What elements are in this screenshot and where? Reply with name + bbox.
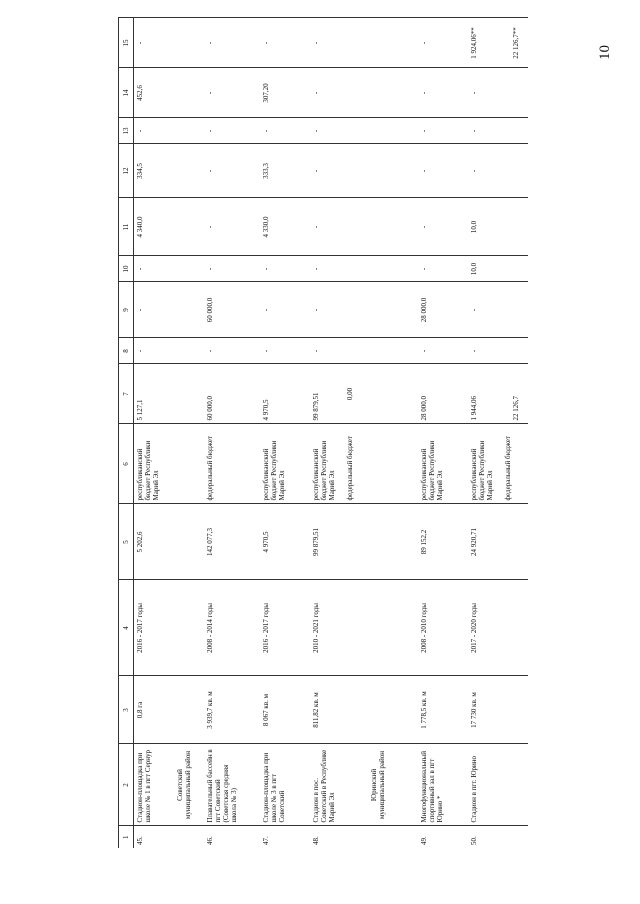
col-header: 8 bbox=[119, 338, 134, 364]
col7-value: 99 879,51 0,00 bbox=[310, 364, 418, 424]
table-row bbox=[134, 18, 204, 848]
col-header: 9 bbox=[119, 282, 134, 338]
capacity: 1 778,5 кв. м bbox=[418, 676, 468, 744]
funding-source: республиканский бюджет Республики Марий Эл bbox=[418, 424, 468, 504]
col7-value: 5 127,1 bbox=[134, 364, 204, 424]
col15-value: - bbox=[204, 18, 260, 68]
object-name: Стадион в пгт. Юрино bbox=[468, 744, 529, 826]
col8-value: - bbox=[468, 338, 529, 364]
col14-value: 452,6 bbox=[134, 68, 204, 118]
col10-value: - bbox=[204, 256, 260, 282]
col13-value: - bbox=[468, 118, 529, 144]
col8-value: - bbox=[134, 338, 204, 364]
funding-source: республиканский бюджет Республики Марий Эл bbox=[260, 424, 310, 504]
col-header: 7 bbox=[119, 364, 134, 424]
col14-value: - bbox=[204, 68, 260, 118]
col15-value: - bbox=[134, 18, 204, 68]
col7-value: 1 944,06 22 126,7 bbox=[468, 364, 529, 424]
col-header: 10 bbox=[119, 256, 134, 282]
col11-value: 4 330,0 bbox=[260, 198, 310, 256]
row-number: 48. bbox=[310, 826, 418, 848]
col7-value: 60 000,0 bbox=[204, 364, 260, 424]
header-row bbox=[119, 18, 134, 848]
table-row bbox=[310, 18, 418, 848]
col12-value: - bbox=[468, 144, 529, 198]
period: 2008 - 2014 годы bbox=[204, 580, 260, 676]
col-header: 4 bbox=[119, 580, 134, 676]
col7-value: 4 970,5 bbox=[260, 364, 310, 424]
total-cost: 24 920,71 bbox=[468, 504, 529, 580]
col11-value: - bbox=[418, 198, 468, 256]
object-name: Стадион-площадка при школе № 3 в пгт Советский bbox=[260, 744, 310, 826]
table-row bbox=[260, 18, 310, 848]
period: 2016 - 2017 годы bbox=[260, 580, 310, 676]
objects-table bbox=[118, 18, 528, 849]
funding-source: республиканский бюджет Республики Марий Эл bbox=[134, 424, 204, 504]
col13-value: - bbox=[260, 118, 310, 144]
col-header: 3 bbox=[119, 676, 134, 744]
page-number: 10 bbox=[597, 45, 613, 60]
funding-source: федеральный бюджет bbox=[204, 424, 260, 504]
total-cost: 142 077,3 bbox=[204, 504, 260, 580]
district-name: Юринский муниципальный район bbox=[369, 750, 386, 820]
total-cost: 99 879,51 bbox=[310, 504, 418, 580]
period: 2008 - 2010 годы bbox=[418, 580, 468, 676]
col15-value: - bbox=[260, 18, 310, 68]
col-header: 2 bbox=[119, 744, 134, 826]
col11-value: - bbox=[310, 198, 418, 256]
col-header: 6 bbox=[119, 424, 134, 504]
col13-value: - bbox=[418, 118, 468, 144]
row-number: 45. bbox=[134, 826, 204, 848]
col-header: 1 bbox=[119, 826, 134, 848]
col-header: 14 bbox=[119, 68, 134, 118]
col10-value: 10,0 bbox=[468, 256, 529, 282]
table-row bbox=[468, 18, 529, 848]
col-header: 12 bbox=[119, 144, 134, 198]
capacity: 811,82 кв. м bbox=[310, 676, 418, 744]
capacity: 8 067 кв. м bbox=[260, 676, 310, 744]
period: 2010 - 2021 годы bbox=[310, 580, 418, 676]
col-header: 11 bbox=[119, 198, 134, 256]
total-cost: 4 970,5 bbox=[260, 504, 310, 580]
col13-value: - bbox=[134, 118, 204, 144]
col-header: 13 bbox=[119, 118, 134, 144]
col12-value: 334,5 bbox=[134, 144, 204, 198]
col9-value: - bbox=[310, 282, 418, 338]
col12-value: - bbox=[204, 144, 260, 198]
col9-value: - bbox=[468, 282, 529, 338]
col14-value: - bbox=[310, 68, 418, 118]
row-number: 46. bbox=[204, 826, 260, 848]
capacity: 17 730 кв. м bbox=[468, 676, 529, 744]
col8-value: - bbox=[310, 338, 418, 364]
funding-source: республиканский бюджет Республики Марий Эл федеральный бюджет bbox=[310, 424, 418, 504]
table-row bbox=[204, 18, 260, 848]
col11-value: - bbox=[204, 198, 260, 256]
col12-value: - bbox=[310, 144, 418, 198]
object-name: Стадион в пос. Советский в Республике Марий Эл Юринский муниципальный район bbox=[310, 744, 418, 826]
col11-value: 4 340,0 bbox=[134, 198, 204, 256]
col10-value: - bbox=[260, 256, 310, 282]
object-name: Плавательный бассейн в пгт Советский (Советская средняя школа № 3) bbox=[204, 744, 260, 826]
total-cost: 89 152,2 bbox=[418, 504, 468, 580]
row-number: 50. bbox=[468, 826, 529, 848]
object-name: Многофункциональный спортивный зал в пгт Юрино * bbox=[418, 744, 468, 826]
col13-value: - bbox=[310, 118, 418, 144]
col9-value: - bbox=[260, 282, 310, 338]
col14-value: - bbox=[418, 68, 468, 118]
capacity: 0,8 га bbox=[134, 676, 204, 744]
col14-value: 307,20 bbox=[260, 68, 310, 118]
col-header: 5 bbox=[119, 504, 134, 580]
table-row bbox=[418, 18, 468, 848]
col9-value: - bbox=[134, 282, 204, 338]
col12-value: 333,3 bbox=[260, 144, 310, 198]
rotated-table-wrapper bbox=[118, 18, 528, 848]
period: 2017 - 2020 годы bbox=[468, 580, 529, 676]
district-name: Советский муниципальный район bbox=[176, 750, 192, 820]
total-cost: 5 202,6 bbox=[134, 504, 204, 580]
col12-value: - bbox=[418, 144, 468, 198]
col8-value: - bbox=[204, 338, 260, 364]
col14-value: - bbox=[468, 68, 529, 118]
col8-value: - bbox=[418, 338, 468, 364]
col10-value: - bbox=[310, 256, 418, 282]
capacity: 3 939,7 кв. м bbox=[204, 676, 260, 744]
object-name: Стадион-площадка при школе № 1 в пгт Сернур Советский муниципальный район bbox=[134, 744, 204, 826]
row-number: 49. bbox=[418, 826, 468, 848]
col15-value: - bbox=[418, 18, 468, 68]
col9-value: 28 000,0 bbox=[418, 282, 468, 338]
col10-value: - bbox=[134, 256, 204, 282]
col15-value: 1 924,06** 22 126,7** bbox=[468, 18, 529, 68]
col10-value: - bbox=[418, 256, 468, 282]
row-number: 47. bbox=[260, 826, 310, 848]
col8-value: - bbox=[260, 338, 310, 364]
col15-value: - bbox=[310, 18, 418, 68]
funding-source: республиканский бюджет Республики Марий Эл федеральный бюджет bbox=[468, 424, 529, 504]
col11-value: 10,0 bbox=[468, 198, 529, 256]
col13-value: - bbox=[204, 118, 260, 144]
col9-value: 60 000,0 bbox=[204, 282, 260, 338]
col-header: 15 bbox=[119, 18, 134, 68]
period: 2016 - 2017 годы bbox=[134, 580, 204, 676]
col7-value: 28 000,0 bbox=[418, 364, 468, 424]
